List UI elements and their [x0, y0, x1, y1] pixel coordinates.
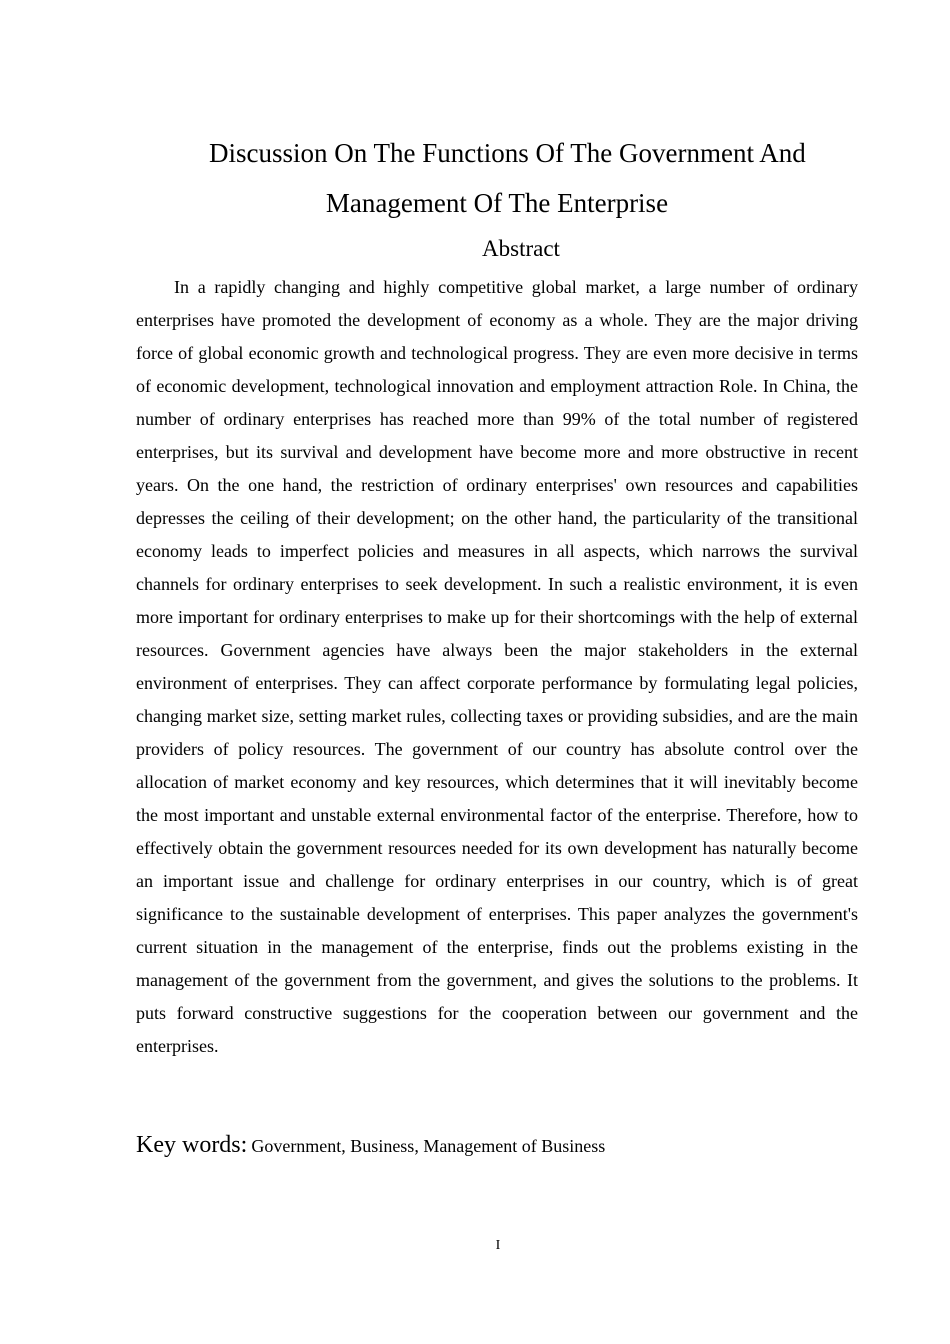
keywords — [136, 1132, 858, 1159]
page-number: I — [495, 1238, 501, 1253]
paper-title-line-1: Discussion On The Functions Of The Government And — [209, 138, 806, 168]
keywords-label: Key words: — [136, 1132, 248, 1158]
abstract-heading: Abstract — [482, 236, 560, 261]
paper-title-line-2: Management Of The Enterprise — [325, 188, 669, 218]
keywords-value: Government, Business, Management of Business — [251, 1136, 606, 1156]
abstract-body: In a rapidly changing and highly competitive global market, a large number of ordinary enterprises have promoted the development of economy as a whole. They are the major driving force of global economic growth and technological progress. They are even more decisive in terms of economic development, technological innovation and employment attraction Role. In China, the number of ordinary enterprises has reached more than 99% of the total number of registered enterprises, but its survival and development have become more and more obstructive in recent years. On the one hand, the restriction of ordinary enterprises' own resources and capabilities depresses the ceiling of their development; on the other hand, the particularity of the transitional economy leads to imperfect policies and measures in all aspects, which narrows the survival channels for ordinary enterprises to seek development. In such a realistic environment, it is even more important for ordinary enterprises to make up for their shortcomings with the help of external resources. Government agencies have always been the major stakeholders in the external environment of enterprises. They can affect corporate performance by formulating legal policies, changing market size, setting market rules, collecting taxes or providing subsidies, and are the main providers of policy resources. The government of our country has absolute control over the allocation of market economy and key resources, which determines that it will inevitably become the most important and unstable external environmental factor of the enterprise. Therefore, how to effectively obtain the government resources needed for its own development has naturally become an important issue and challenge for ordinary enterprises in our country, which is of great significance to the sustainable development of enterprises. This paper analyzes the government's current situation in the management of the enterprise, finds out the problems existing in the management of the government from the government, and gives the solutions to the problems. It puts forward constructive suggestions for the cooperation between our government and the enterprises. — [136, 277, 858, 1056]
